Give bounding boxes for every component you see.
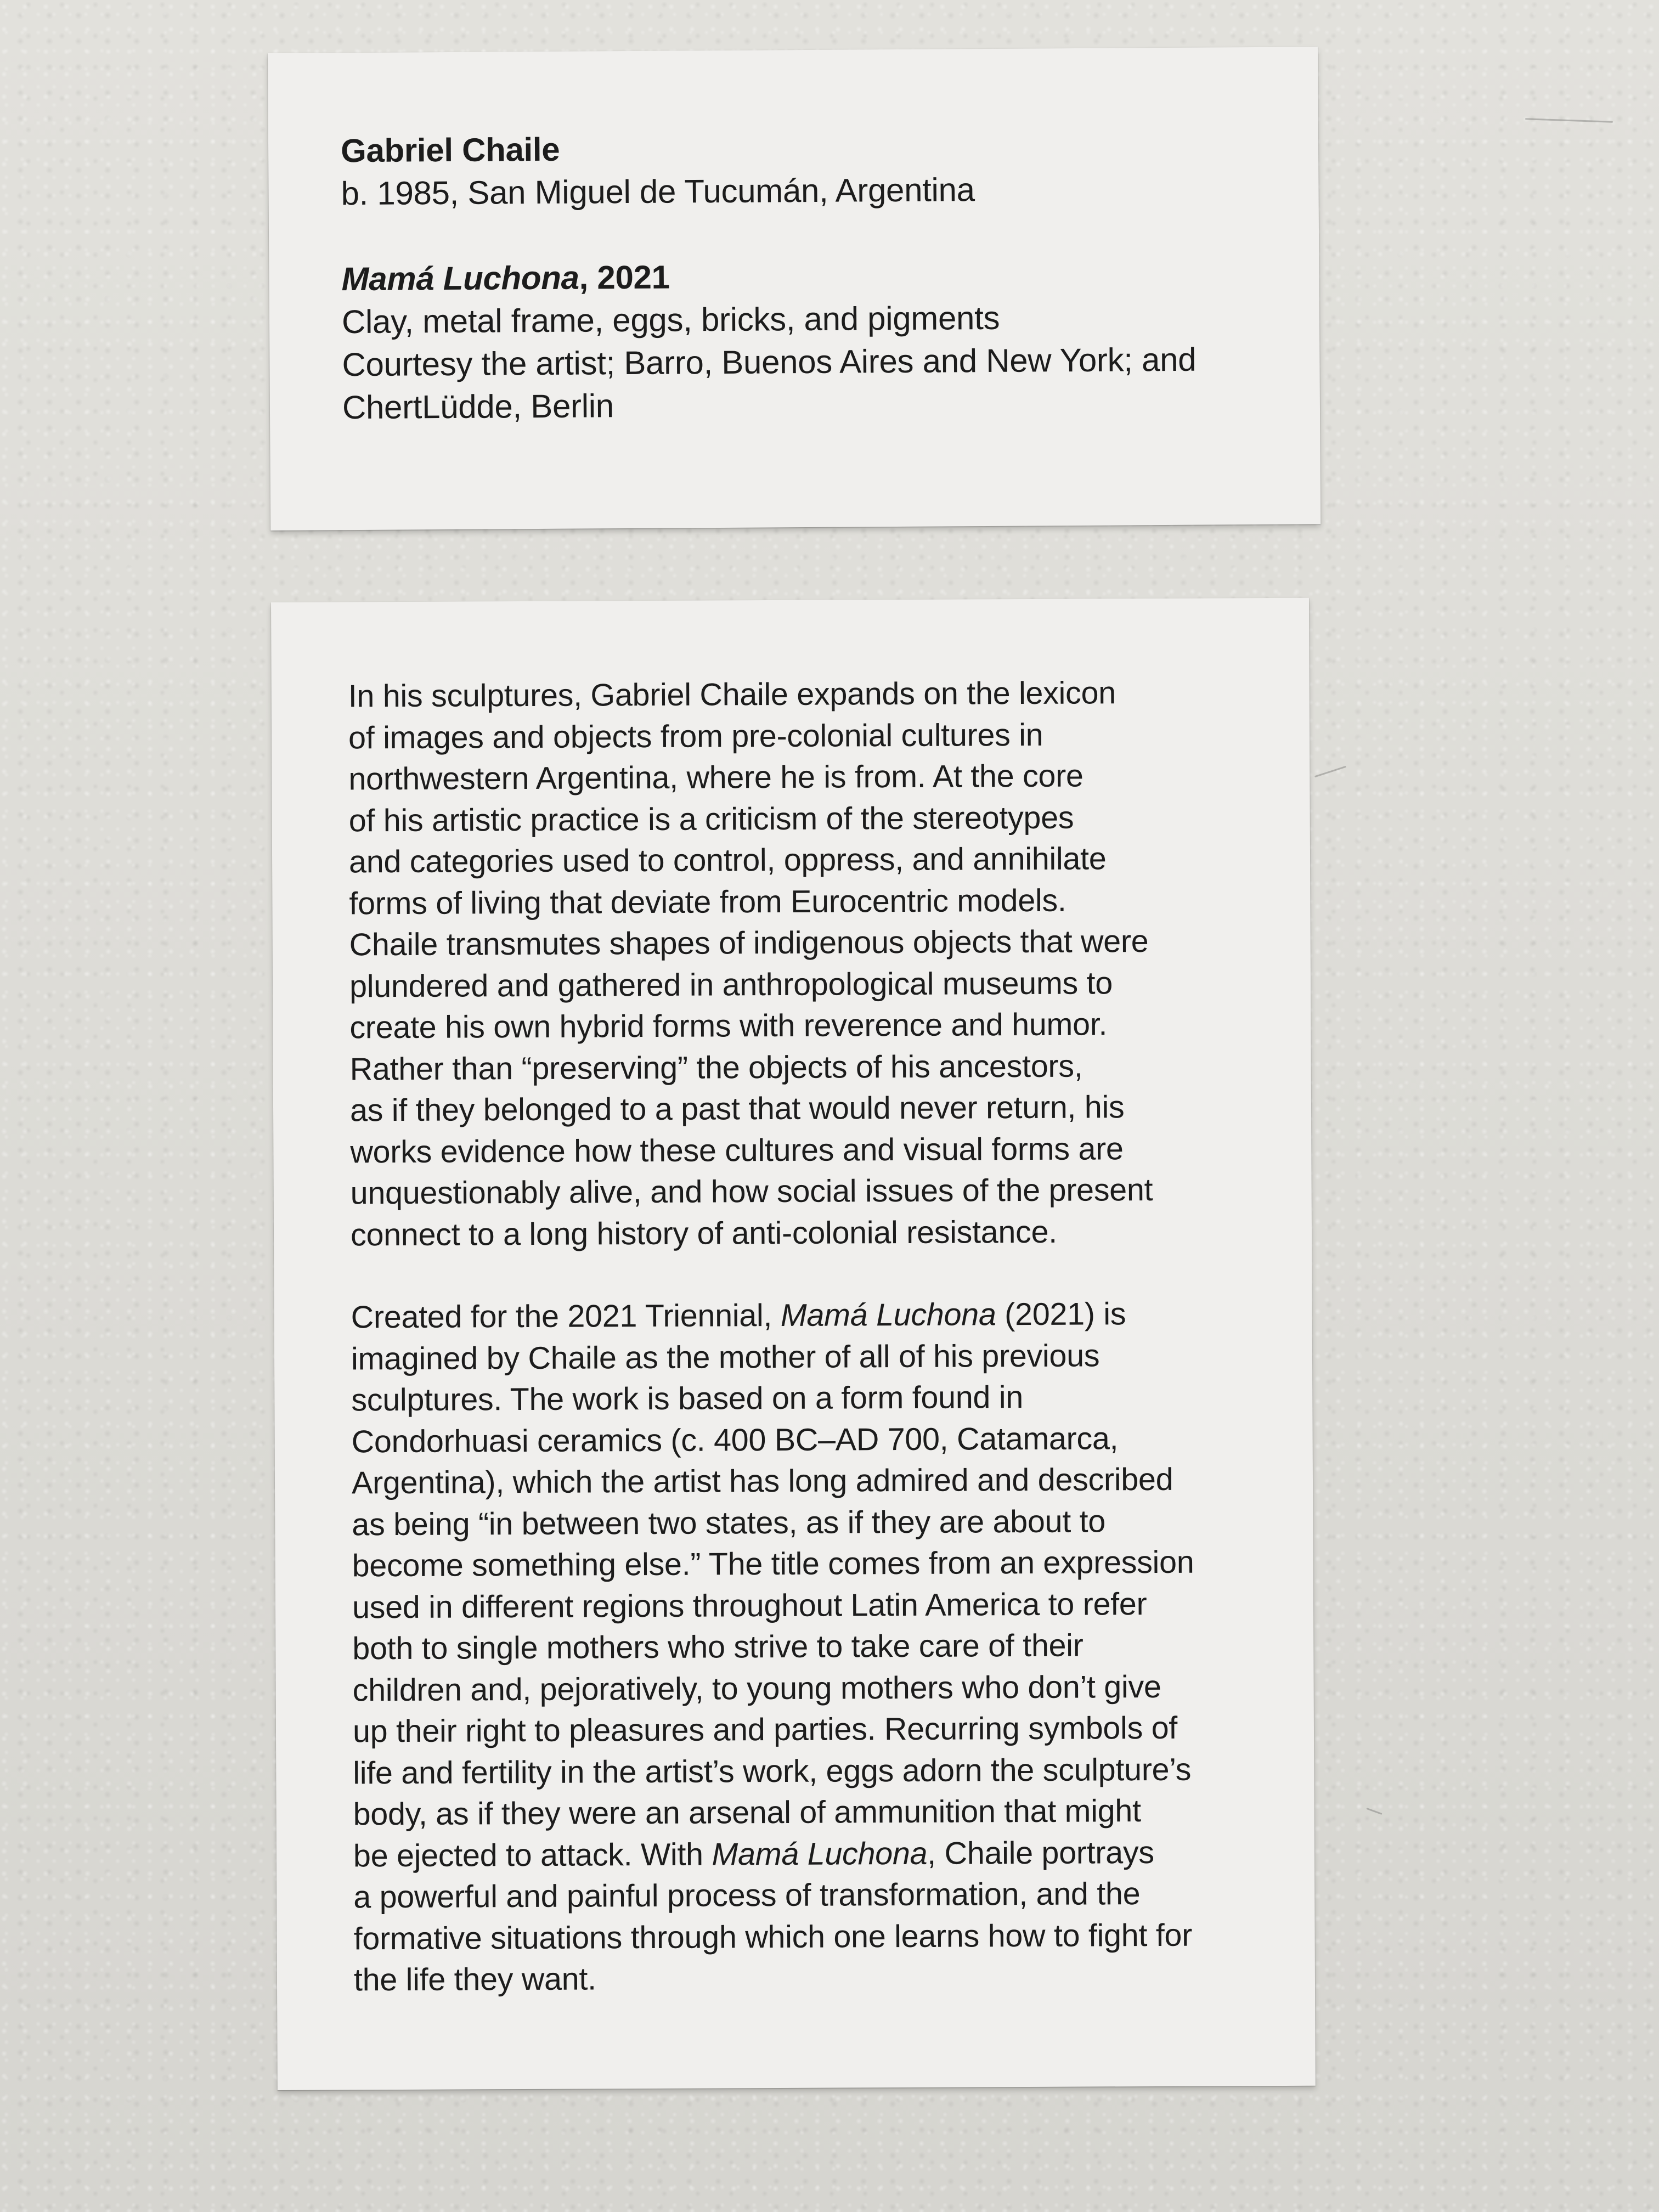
work-title-italic: Mamá Luchona	[780, 1297, 996, 1333]
work-title-italic: Mamá Luchona	[712, 1836, 928, 1872]
paragraph-line: of his artistic practice is a criticism of the stereotypes	[348, 800, 1074, 838]
paragraph-line: works evidence how these cultures and visual forms are	[350, 1131, 1124, 1170]
paragraph-line	[351, 1294, 1193, 1339]
spacer	[351, 1252, 1193, 1297]
paragraph-line: a powerful and painful process of transformation, and the	[353, 1876, 1141, 1915]
paragraph-line: northwestern Argentina, where he is from. At the core	[348, 758, 1084, 797]
paragraph-line: as if they belonged to a past that would never return, his	[349, 1090, 1125, 1128]
credit-line: ChertLüdde, Berlin	[342, 387, 614, 426]
paragraph-line: children and, pejoratively, to young mothers who don’t give	[352, 1669, 1161, 1708]
paragraph-line: forms of living that deviate from Eurocentric models.	[349, 883, 1066, 921]
paragraph-line: Chaile transmutes shapes of indigenous objects that were	[349, 924, 1149, 963]
artwork-label-text	[341, 125, 1197, 429]
paragraph-line: and categories used to control, oppress, and annihilate	[348, 841, 1107, 880]
work-year: , 2021	[579, 258, 670, 296]
paragraph-line: imagined by Chaile as the mother of all of his previous	[351, 1338, 1100, 1376]
paragraph-line	[353, 1832, 1195, 1877]
paragraph-line: Argentina), which the artist has long admired and described	[351, 1462, 1173, 1501]
wall-text-card	[271, 598, 1316, 2090]
paragraph-line: unquestionably alive, and how social issues of the present	[350, 1172, 1153, 1211]
wall-scuff-mark	[1525, 118, 1613, 123]
paragraph-2	[351, 1294, 1196, 2001]
work-title-line	[341, 253, 1195, 301]
paragraph-line: life and fertility in the artist’s work, eggs adorn the sculpture’s	[353, 1752, 1192, 1791]
artist-name: Gabriel Chaile	[340, 131, 560, 170]
wall-text-body	[348, 673, 1196, 2001]
paragraph-line: become something else.” The title comes from an expression	[352, 1544, 1194, 1584]
credit-line: Courtesy the artist; Barro, Buenos Aires and New York; and	[342, 341, 1197, 383]
paragraph-line: sculptures. The work is based on a form found in	[351, 1380, 1024, 1418]
artwork-label-card	[268, 47, 1321, 531]
work-title: Mamá Luchona	[341, 259, 579, 298]
wall-scuff-mark	[1314, 766, 1346, 777]
paragraph-line: of images and objects from pre-colonial cultures in	[348, 717, 1043, 755]
text-run: Created for the 2021 Triennial,	[351, 1297, 781, 1335]
spacer	[341, 210, 1195, 258]
wall-scuff-mark	[1366, 1808, 1382, 1815]
paragraph-line: body, as if they were an arsenal of ammunition that might	[353, 1793, 1141, 1832]
paragraph-line: as being “in between two states, as if they are about to	[352, 1503, 1106, 1542]
text-run: be ejected to attack. With	[353, 1837, 712, 1874]
paragraph-line: Condorhuasi ceramics (c. 400 BC–AD 700, Catamarca,	[351, 1420, 1119, 1459]
text-run: (2021) is	[996, 1296, 1126, 1333]
artist-birth-info: b. 1985, San Miguel de Tucumán, Argentina	[341, 171, 975, 212]
paragraph-line: create his own hybrid forms with reverence and humor.	[349, 1007, 1108, 1046]
paragraph-line: Rather than “preserving” the objects of his ancestors,	[349, 1048, 1083, 1087]
paragraph-line: both to single mothers who strive to take care of their	[352, 1628, 1084, 1667]
paragraph-1	[348, 673, 1193, 1256]
work-medium: Clay, metal frame, eggs, bricks, and pigments	[341, 299, 1000, 341]
text-run: , Chaile portrays	[927, 1835, 1154, 1871]
paragraph-line: formative situations through which one learns how to fight for	[353, 1917, 1193, 1956]
paragraph-line: up their right to pleasures and parties. Recurring symbols of	[352, 1710, 1178, 1750]
paragraph-line: plundered and gathered in anthropological museums to	[349, 965, 1113, 1004]
paragraph-line: In his sculptures, Gabriel Chaile expands on the lexicon	[348, 675, 1116, 714]
paragraph-line: connect to a long history of anti-colonial resistance.	[350, 1214, 1058, 1252]
paragraph-line: the life they want.	[353, 1961, 596, 1998]
paragraph-line: used in different regions throughout Latin America to refer	[352, 1586, 1147, 1625]
